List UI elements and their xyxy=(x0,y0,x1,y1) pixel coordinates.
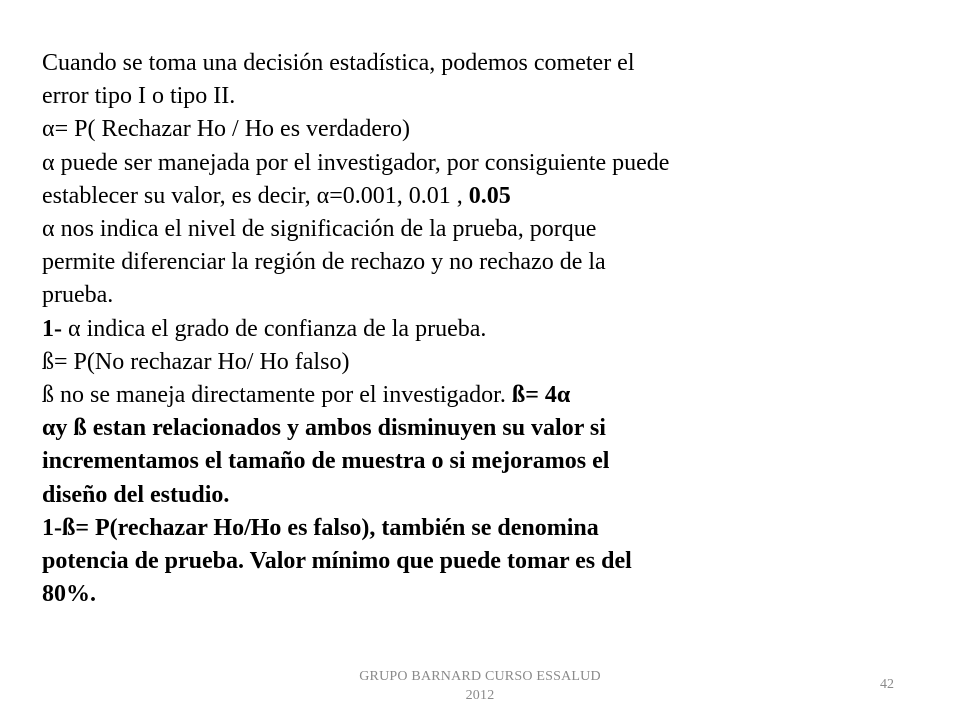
alpha-definition: α= P( Rechazar Ho / Ho es verdadero) xyxy=(42,116,410,143)
footer-line-2: 2012 xyxy=(465,688,495,703)
relation-line-3: diseño del estudio. xyxy=(42,481,230,508)
alpha-value-bold: 0.05 xyxy=(468,182,511,209)
relation-line-2: incrementamos el tamaño de muestra o si mejoramos el xyxy=(42,448,610,475)
beta-managed-line xyxy=(42,379,902,412)
page-number: 42 xyxy=(880,677,894,692)
footer-line-1: GRUPO BARNARD CURSO ESSALUD xyxy=(359,669,601,684)
slide-footer xyxy=(330,667,630,705)
confidence-text: α indica el grado de confianza de la prueba. xyxy=(68,315,487,342)
alpha-managed-line-1: α puede ser manejada por el investigador, por consiguiente puede xyxy=(42,149,670,176)
confidence-prefix: 1- xyxy=(42,315,68,342)
power-line-1: 1-ß= P(rechazar Ho/Ho es falso), también se denomina xyxy=(42,514,599,541)
beta-definition: ß= P(No rechazar Ho/ Ho falso) xyxy=(42,348,350,375)
alpha-level-line-1: α nos indica el nivel de significación de la prueba, porque xyxy=(42,216,597,243)
intro-line-2: error tipo I o tipo II. xyxy=(42,83,236,110)
intro-line-1: Cuando se toma una decisión estadística, podemos cometer el xyxy=(42,50,635,76)
alpha-level-line-3: prueba. xyxy=(42,282,114,309)
confidence-line xyxy=(42,313,902,346)
relation-line-1: αy ß estan relacionados y ambos disminuyen su valor si xyxy=(42,415,606,442)
beta-managed-text: ß no se maneja directamente por el investigador. xyxy=(42,382,512,409)
beta-formula-bold: ß= 4α xyxy=(511,382,571,409)
power-line-2: potencia de prueba. Valor mínimo que puede tomar es del xyxy=(42,548,632,575)
power-line-3: 80%. xyxy=(42,581,96,608)
slide-body xyxy=(42,47,902,611)
alpha-level-line-2: permite diferenciar la región de rechazo y no rechazo de la xyxy=(42,249,606,276)
alpha-values-text: establecer su valor, es decir, α=0.001, 0.01 , xyxy=(42,182,469,209)
alpha-managed-line-2 xyxy=(42,180,902,213)
